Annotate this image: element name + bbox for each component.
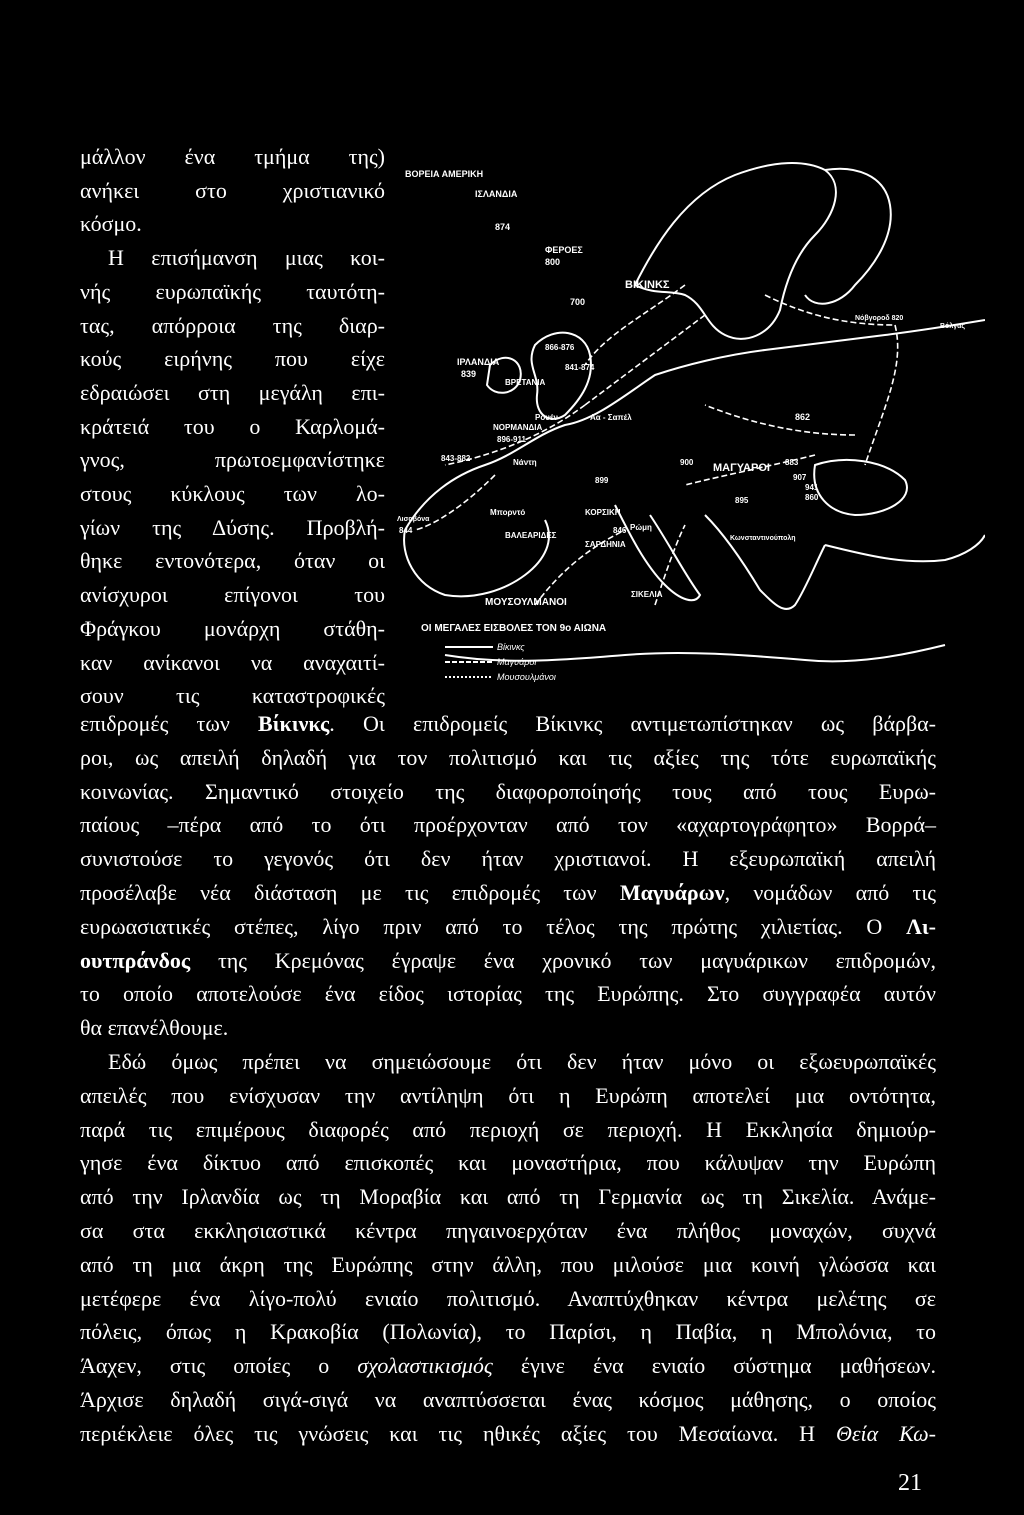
viking-route <box>585 285 685 365</box>
text-line: από τη μια άκρη της Ευρώπης στην άλλη, που μιλούσε μια κοινή γλώσσα και <box>80 1251 936 1277</box>
map-label: ΒΡΕΤΑΝΙΑ <box>505 378 546 387</box>
text-line: Εδώ όμως πρέπει να σημειώσουμε ότι δεν ήταν μόνο οι εξωευρωπαϊκές <box>108 1048 936 1074</box>
text-line: Η επισήμανση μιας κοι- <box>108 245 385 271</box>
map-label: 839 <box>461 369 477 379</box>
anatolia-coast <box>825 535 985 561</box>
map-label: ΒΑΛΕΑΡΙΔΕΣ <box>505 531 557 540</box>
map-label: 841-874 <box>565 363 595 372</box>
finland-coast <box>805 169 891 304</box>
map-label: ΒΟΡΕΙΑ ΑΜΕΡΙΚΗ <box>405 169 484 179</box>
map-label: ΣΙΚΕΛΙΑ <box>631 590 663 599</box>
text-line: καν ανίκανοι να αναχαιτί- <box>80 649 385 675</box>
viking-route <box>585 315 705 405</box>
map-label: ΦΕΡΟΕΣ <box>545 245 583 255</box>
map-label: ΣΑΡΔΗΝΙΑ <box>585 540 626 549</box>
black-sea <box>814 460 907 515</box>
map-label: 860 <box>805 493 819 502</box>
text-line: απειλές που ενίσχυσαν την αντίληψη ότι η Ευρώπη αποτελεί μια οντότητα, <box>80 1082 936 1108</box>
balkans-coast <box>705 515 825 609</box>
legend-label: Βίκινκς <box>497 642 525 652</box>
text-line: μάλλον ένα τμήμα της) <box>80 144 385 169</box>
text-line: περιέκλειε όλες τις γνώσεις και τις ηθικές αξίες του Μεσαίωνα. Η Θεία Κω- <box>80 1420 936 1446</box>
text-line: παίους –πέρα από το ότι προέρχονταν από τον «αχαρτογράφητο» Βορρά– <box>80 812 936 838</box>
map-label: Ρώμη <box>630 523 652 532</box>
text-line: το οποίο αποτελούσε ένα είδος ιστορίας της Ευρώπης. Στο συγγραφέα αυτόν <box>80 981 936 1007</box>
map-label: Μπορντό <box>490 508 526 517</box>
map-label: 846 <box>613 526 627 535</box>
text-line: στους κύκλους των λο- <box>80 481 385 507</box>
text-line: παρά τις επιμέρους διαφορές από περιοχή σε περιοχή. Η Εκκλησία δημιούρ- <box>80 1116 936 1142</box>
map-label: 800 <box>545 257 561 267</box>
map-label: ΜΑΓΥΑΡΟΙ <box>713 462 770 474</box>
text-line: γνος, πρωτοεμφανίστηκε <box>80 447 385 473</box>
map-label: Αα - Σαπέλ <box>590 413 632 422</box>
text-line: κράτειά του ο Καρλομά- <box>80 413 385 439</box>
text-line: από την Ιρλανδία ως τη Μοραβία και από τη Γερμανία ως τη Σικελία. Ανάμε- <box>80 1184 936 1210</box>
map-legend <box>445 642 556 682</box>
text-line: επιδρομές των Βίκινκς. Οι επιδρομείς Βίκινκς αντιμετωπίστηκαν ως βάρβα- <box>80 711 937 736</box>
map-label: 899 <box>595 476 609 485</box>
map-label: Νάντη <box>513 458 537 467</box>
map-label: Νόβγοροδ 820 <box>855 315 904 322</box>
map-label: 900 <box>680 458 694 467</box>
text-line: θα επανέλθουμε. <box>80 1015 229 1041</box>
text-line: σουν τις καταστροφικές <box>80 683 385 709</box>
scandinavia-coast <box>635 163 836 339</box>
map-label: Βόλγας <box>940 323 966 330</box>
map-label: 941 <box>805 483 819 492</box>
text-line: γησε ένα δίκτυο από επισκοπές και μοναστήρια, που κάλυψαν την Ευρώπη <box>80 1150 936 1176</box>
map-label: 866-876 <box>545 343 575 352</box>
viking-route <box>865 325 898 465</box>
page-number: 21 <box>898 1470 922 1496</box>
text-line: ανήκει στο χριστιανικό <box>80 177 385 203</box>
map-label: 895 <box>735 496 749 505</box>
text-line: προσέλαβε νέα διάσταση με τις επιδρομές των Μαγυάρων, νομάδων από τις <box>80 879 936 905</box>
mainland-coast <box>405 320 985 530</box>
map-label: ΙΡΛΑΝΔΙΑ <box>457 357 500 367</box>
map-label: 844 <box>399 526 413 535</box>
text-line: πόλεις, όπως η Κρακοβία (Πολωνία), το Παρίσι, η Παβία, η Μπολόνια, το <box>80 1319 936 1345</box>
map-label: Ρουέν <box>535 413 558 422</box>
text-line: Άρχισε δηλαδή σιγά-σιγά να αναπτύσσεται ένας κόσμος μάθησης, ο οποίος <box>80 1386 936 1412</box>
text-line: ανίσχυροι επίγονοι του <box>80 582 385 608</box>
map-label: Λισαβόνα <box>397 516 430 523</box>
narrow-text-column <box>80 140 385 713</box>
text-line: ουτπράνδος της Κρεμόνας έγραψε ένα χρονικό των μαγυάρικων επιδρομών, <box>80 947 936 973</box>
invasions-map <box>385 135 985 710</box>
map-label: 843-882 <box>441 454 471 463</box>
text-line: σα στα εκκλησιαστικά κέντρα πηγαινοερχόταν ένα πλήθος μοναχών, συχνά <box>80 1217 936 1243</box>
europe-map-figure <box>385 135 985 710</box>
map-title: ΟΙ ΜΕΓΑΛΕΣ ΕΙΣΒΟΛΕΣ ΤΟΝ 9ο ΑΙΩΝΑ <box>421 623 607 634</box>
map-label: ΒΙΚΙΝΚΣ <box>625 279 670 291</box>
map-label: ΜΟΥΣΟΥΛΜΑΝΟΙ <box>485 597 567 608</box>
text-line: κοινωνίας. Σημαντικό στοιχείο της διαφοροποίησής τους από τους Ευρω- <box>80 778 936 804</box>
magyar-route <box>705 405 855 435</box>
map-label: 874 <box>495 222 511 232</box>
text-line: συνιστούσε το γεγονός ότι δεν ήταν χριστιανοί. Η εξευρωπαϊκή απειλή <box>80 846 936 872</box>
text-line: εδραιώσει στη μεγάλη επι- <box>80 379 385 405</box>
text-line: Άαχεν, στις οποίες ο σχολαστικισμός έγινε ένα ενιαίο σύστημα μαθήσεων. <box>80 1353 936 1379</box>
italy-coast <box>615 505 700 600</box>
text-line: γίων της Δύσης. Προβλή- <box>80 514 385 540</box>
text-line: ροι, ως απειλή δηλαδή για τον πολιτισμό και τις αξίες της τότε ευρωπαϊκής <box>80 744 936 770</box>
text-line: κόσμο. <box>80 211 142 237</box>
main-text <box>80 707 936 1451</box>
text-line: Φράγκου μονάρχη στάθη- <box>80 615 385 641</box>
text-line: νής ευρωπαϊκής ταυτότη- <box>80 278 385 304</box>
legend-label: Μαγυάροι <box>497 657 537 667</box>
map-label: ΚΟΡΣΙΚΗ <box>585 508 621 517</box>
map-label: 862 <box>795 412 811 422</box>
text-line: τας, απόρροια της διαρ- <box>80 312 385 338</box>
map-label: ΙΣΛΑΝΔΙΑ <box>475 189 518 199</box>
text-line: κούς ειρήνης που είχε <box>80 346 385 372</box>
map-label: Κωνσταντινούπολη <box>730 535 796 542</box>
legend-label: Μουσουλμάνοι <box>497 672 556 682</box>
text-line: μετέφερε ένα λίγο-πολύ ενιαίο πολιτισμό. Αναπτύχθηκαν κέντρα μελέτης σε <box>80 1285 936 1311</box>
map-label: 896-911 <box>497 435 526 444</box>
text-line: ευρωασιατικές στέπες, λίγο πριν από το τέλος της πρώτης χιλιετίας. Ο Λι- <box>80 913 936 939</box>
text-line: θηκε εντονότερα, όταν οι <box>80 548 385 574</box>
map-label: ΝΟΡΜΑΝΔΙΑ <box>493 423 543 432</box>
map-label: 700 <box>570 297 586 307</box>
map-label: 907 <box>793 473 807 482</box>
map-label: 883 <box>785 458 799 467</box>
